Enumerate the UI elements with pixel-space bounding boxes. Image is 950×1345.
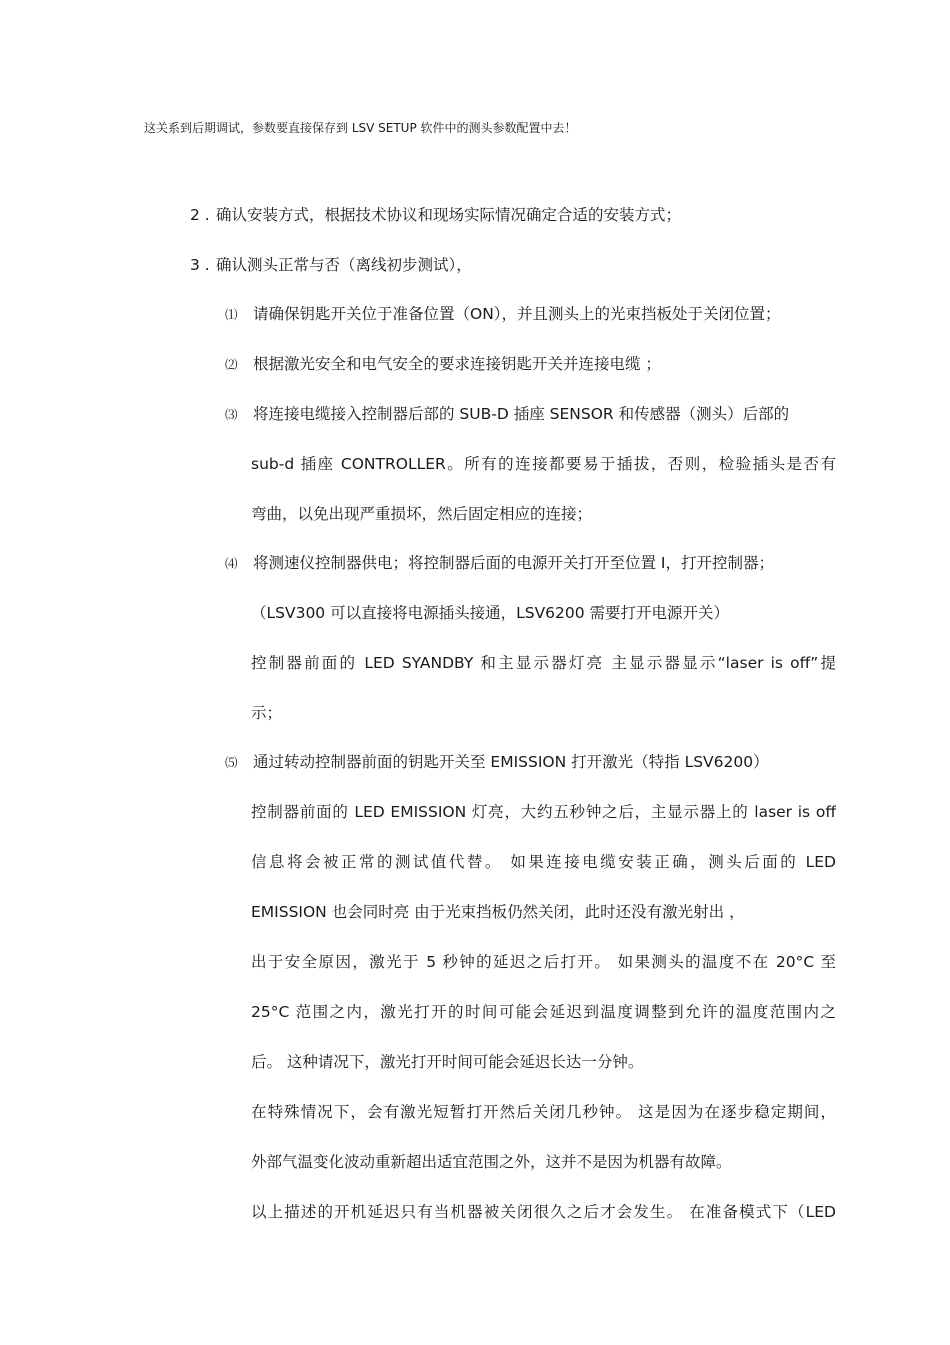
substep-5-line-10: 以上描述的开机延迟只有当机器被关闭很久之后才会发生。 在准备模式下（LED — [251, 1203, 836, 1221]
substep-4-line-4: 示； — [251, 704, 283, 722]
substep-5-line-7: 后。 这种请况下，激光打开时间可能会延迟长达一分钟。 — [251, 1053, 644, 1071]
substep-3-line-2: sub-d 插座 CONTROLLER。所有的连接都要易于插拔，否则，检验插头是否有 — [251, 455, 836, 473]
substep-4-line-1: 将测速仪控制器供电；将控制器后面的电源开关打开至位置 I，打开控制器； — [253, 554, 775, 572]
step-3 — [190, 254, 472, 276]
substep-5-line-5: 出于安全原因，激光于 5 秒钟的延迟之后打开。 如果测头的温度不在 20°C 至 — [251, 953, 836, 971]
substep-1-marker: ⑴ — [225, 307, 238, 322]
step-2 — [190, 204, 681, 226]
substep-4-line-3: 控制器前面的 LED SYANDBY 和主显示器灯亮 主显示器显示“laser is off”提 — [251, 654, 836, 672]
substep-2-line-1: 根据激光安全和电气安全的要求连接钥匙开关并连接电缆 ； — [253, 355, 661, 373]
substep-4-line-2: （LSV300 可以直接将电源插头接通，LSV6200 需要打开电源开关） — [251, 604, 730, 622]
step-text: 确认安装方式，根据技术协议和现场实际情况确定合适的安装方式； — [216, 206, 682, 224]
substep-1-line-1: 请确保钥匙开关位于准备位置（ON），并且测头上的光束挡板处于关闭位置； — [253, 305, 781, 323]
intro-note: 这关系到后期调试，参数要直接保存到 LSV SETUP 软件中的测头参数配置中去！ — [144, 121, 577, 135]
substep-5-marker: ⑸ — [225, 755, 238, 770]
step-number: 3 . — [190, 256, 210, 274]
substep-5-line-2: 控制器前面的 LED EMISSION 灯亮，大约五秒钟之后，主显示器上的 laser is off — [251, 803, 836, 821]
substep-5-line-6: 25°C 范围之内，激光打开的时间可能会延迟到温度调整到允许的温度范围内之 — [251, 1003, 836, 1021]
substep-5-line-9: 外部气温变化波动重新超出适宜范围之外，这并不是因为机器有故障。 — [251, 1153, 732, 1171]
step-text: 确认测头正常与否（离线初步测试）， — [216, 256, 472, 274]
substep-4-marker: ⑷ — [225, 556, 238, 571]
step-number: 2 . — [190, 206, 210, 224]
substep-5-line-4: EMISSION 也会同时亮 由于光束挡板仍然关闭，此时还没有激光射出 ， — [251, 903, 745, 921]
substep-5-line-8: 在特殊情况下，会有激光短暂打开然后关闭几秒钟。 这是因为在逐步稳定期间， — [251, 1103, 836, 1121]
substep-5-line-1: 通过转动控制器前面的钥匙开关至 EMISSION 打开激光（特指 LSV6200） — [253, 753, 769, 771]
substep-5-line-3: 信息将会被正常的测试值代替。 如果连接电缆安装正确，测头后面的 LED — [251, 853, 836, 871]
substep-3-line-1: 将连接电缆接入控制器后部的 SUB-D 插座 SENSOR 和传感器（测头）后部的 — [253, 405, 790, 423]
substep-2-marker: ⑵ — [225, 357, 238, 372]
substep-3-marker: ⑶ — [225, 407, 238, 422]
substep-3-line-3: 弯曲，以免出现严重损坏，然后固定相应的连接； — [251, 505, 593, 523]
